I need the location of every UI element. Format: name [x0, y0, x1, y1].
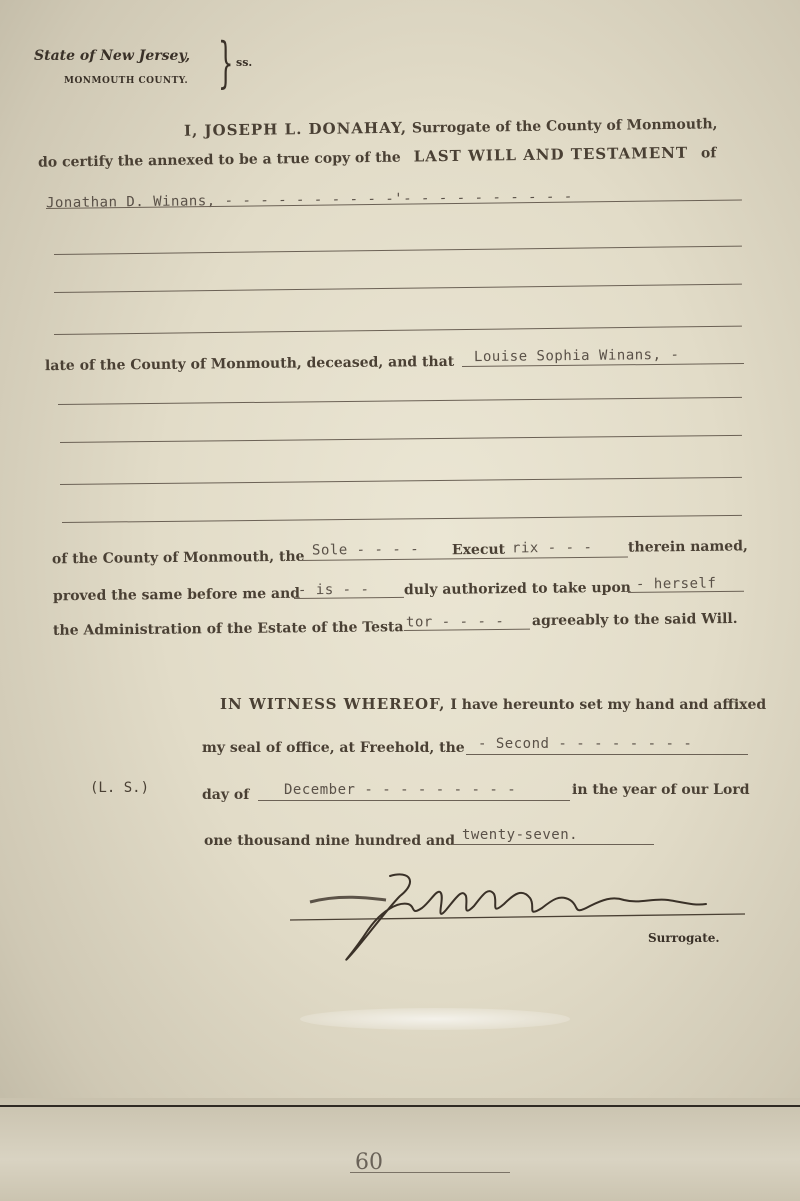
page-number: 60	[355, 1150, 383, 1175]
month-value: December - - - - - - - - -	[284, 782, 517, 798]
proved-text: proved the same before me and	[52, 585, 301, 605]
fill-line	[452, 844, 654, 845]
admin-text: the Administration of the Estate of the Testa	[52, 619, 404, 639]
signature-mark	[290, 868, 750, 968]
paper-smudge	[300, 1008, 570, 1030]
surrogate-title: Surrogate of the County of Monmouth,	[411, 116, 718, 137]
executrix-name: Louise Sophia Winans, -	[473, 346, 680, 366]
witness-line	[220, 695, 766, 713]
page-bottom-band	[0, 1098, 800, 1201]
county-heading: MONMOUTH COUNTY.	[64, 76, 189, 86]
fill-line	[466, 754, 748, 755]
seal-office-text: my seal of office, at Freehold, the	[202, 740, 465, 756]
herself-value: - herself	[635, 575, 717, 593]
witness-heading: IN WITNESS WHEREOF,	[220, 695, 446, 713]
therein-text: therein named,	[627, 538, 748, 556]
year-lord-text: in the year of our Lord	[572, 782, 750, 798]
agreeably-text: agreeably to the said Will.	[531, 610, 738, 630]
testator-name: Jonathan D. Winans, - - - - - - - - - -'- - - - - - - - - -	[45, 188, 573, 212]
brace-glyph: }	[218, 31, 234, 94]
witness-text: I have hereunto set my hand and affixed	[450, 697, 767, 713]
sole-value: Sole - - - -	[311, 541, 420, 559]
day-of-text: day of	[202, 787, 250, 803]
will-title: LAST WILL AND TESTAMENT	[413, 143, 689, 166]
surrogate-signature-label: Surrogate.	[648, 931, 720, 945]
page-edge-line	[0, 1105, 800, 1107]
day-value: - Second - - - - - - - -	[478, 736, 693, 752]
late-of-line: late of the County of Monmouth, deceased, and that	[44, 353, 455, 375]
fill-line	[258, 800, 570, 801]
state-heading: State of New Jersey,	[34, 48, 191, 64]
is-value: - is - -	[297, 581, 370, 599]
rix-value: rix - - -	[511, 539, 593, 557]
nineteen-hundred-text: one thousand nine hundred and	[204, 833, 456, 849]
year-value: twenty-seven.	[462, 827, 579, 843]
seal-label: (L. S.)	[90, 780, 150, 796]
certify-text: do certify the annexed to be a true copy of the	[37, 149, 401, 171]
surrogate-name: I, JOSEPH L. DONAHAY,	[183, 118, 408, 140]
execut-text: Execut	[451, 541, 506, 559]
page-number-underline	[350, 1172, 510, 1173]
of-word: of	[700, 145, 717, 162]
ss-label: ss.	[236, 56, 253, 69]
duly-text: duly authorized to take upon	[403, 579, 632, 599]
tor-value: tor - - - -	[405, 613, 505, 631]
of-county-text: of the County of Monmouth, the	[51, 548, 305, 568]
